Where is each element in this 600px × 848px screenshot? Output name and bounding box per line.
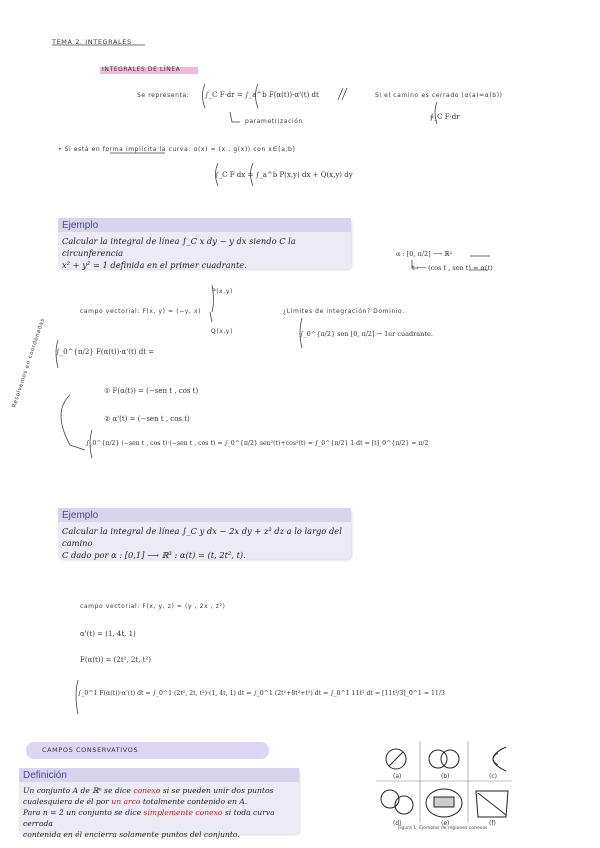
region-label-d: (d) [393, 820, 402, 827]
example-2-line-2: C dado por α : [0,1] ⟶ ℝ³ : α(t) = (t, 2t², t). [62, 550, 246, 560]
closed-path-note: Si el camino es cerrado (α(a)=α(b)) [375, 92, 503, 99]
example-box-1 [58, 218, 351, 269]
regions-figure [372, 737, 516, 834]
figure-caption: Figura 1: Ejemplos de regiones conexas [398, 826, 488, 831]
region-c [493, 747, 506, 771]
implicit-form-text: • Si está en forma implícita la curva: α(x) = (x , g(x)) con x∈[a,b] [58, 146, 296, 153]
example-1-line-2: x² + y² = 1 definida en el primer cuadrante. [62, 260, 247, 270]
implicit-formula: ∫_C F dx = ∫_a^b P(x,y) dx + Q(x,y) dy [215, 171, 353, 179]
example-1-line-1: Calcular la integral de línea ∫_C x dy − y dx siendo C la circunferencia [62, 236, 296, 258]
region-b [429, 750, 459, 768]
derivative-2: α'(t) = (1, 4t, 1) [80, 630, 136, 638]
field-p-label: P(x,y) [212, 288, 233, 295]
region-label-f: (f) [489, 820, 496, 827]
vector-field-2: campo vectorial: F(x, y, z) = (y , 2x , z²) [80, 603, 226, 610]
integral-setup-1: ∫_0^{π/2} F(α(t))·α'(t) dt = [56, 348, 155, 356]
parametrization-note: parametrización [245, 118, 303, 125]
represents-label: Se representa: [137, 92, 190, 99]
conservative-header: CAMPOS CONSERVATIVOS [42, 746, 139, 754]
section-title: INTEGRALES DE LÍNEA [102, 66, 181, 73]
region-label-c: (c) [489, 773, 497, 780]
definition-box [19, 768, 299, 839]
region-a [386, 749, 406, 769]
param-domain: α : [0, π/2] ⟶ ℝ² [396, 250, 453, 258]
step-1: ① F(α(t)) = (−sen t , cos t) [104, 387, 199, 395]
step-2: ② α'(t) = (−sen t , cos t) [104, 415, 190, 423]
region-d [381, 790, 413, 814]
definition-title: Definición [19, 768, 299, 782]
def-text-1a: Un conjunto A de ℝⁿ se dice [23, 786, 134, 795]
example-2-line-1: Calcular la integral de línea ∫_C y dx − 2x dy + z² dz a lo largo del camino [62, 526, 342, 548]
limits-question: ¿Límites de integración? Dominio. [283, 308, 405, 315]
vector-field-1: campo vectorial: F(x, y) = (−y, x) [80, 308, 202, 315]
def-text-1b: si se pueden unir dos puntos [160, 786, 274, 795]
result-2: ∫_0^1 F(α(t))·α'(t) dt = ∫_0^1 (2t², 2t, t²)·(1, 4t, 1) dt = ∫_0^1 (2t²+8t²+t²) dt = ∫_0^1 11t² dt = [11t³/3]_0^1 = 11/3 [78, 690, 445, 697]
def-text-3b: si toda curva cerrada [23, 808, 275, 828]
def-term-conexo: conexo [133, 786, 161, 795]
region-e [426, 789, 462, 817]
field-q-label: Q(x,y) [211, 328, 234, 335]
example-1-title: Ejemplo [58, 218, 351, 232]
region-label-a: (a) [393, 773, 402, 780]
region-label-e: (e) [441, 820, 450, 827]
side-note-coordinates: Resolvemos en coordenadas [11, 317, 47, 409]
composition-2: F(α(t)) = (2t², 2t, t²) [80, 656, 151, 664]
def-text-4: contenida en él encierra solamente puntos del conjunto. [23, 830, 240, 839]
region-label-b: (b) [441, 773, 450, 780]
regions-figure-svg [372, 737, 516, 827]
result-1: ∫_0^{π/2} (−sen t , cos t)·(−sen t , cos t) = ∫_0^{π/2} sen²(t)+cos²(t) = ∫_0^{π/2} 1 dt = [t]_0^{π/2} = π/2 [86, 440, 429, 447]
closed-integral: ∮_C F·dr [430, 113, 460, 121]
def-text-2a: cualesquiera de él por [23, 797, 112, 806]
limits-detail: ∫_0^{π/2} son [0, π/2] → 1er cuadrante. [300, 330, 433, 338]
example-box-2 [58, 508, 351, 559]
def-text-3a: Para n = 2 un conjunto se dice [23, 808, 144, 817]
region-f [476, 791, 508, 817]
def-text-2b: totalmente contenido en A. [140, 797, 248, 806]
def-term-simplemente-conexo: simplemente conexo [143, 808, 223, 817]
example-2-title: Ejemplo [58, 508, 351, 522]
def-term-arco: un arco [111, 797, 141, 806]
topic-title: TEMA 2. INTEGRALES [52, 38, 132, 46]
line-integral-definition: ∫_C F·dr = ∫_a^b F(α(t))·α'(t) dt [205, 91, 319, 99]
param-map: t ⟼ (cos t , sen t) = α(t) [412, 264, 493, 272]
